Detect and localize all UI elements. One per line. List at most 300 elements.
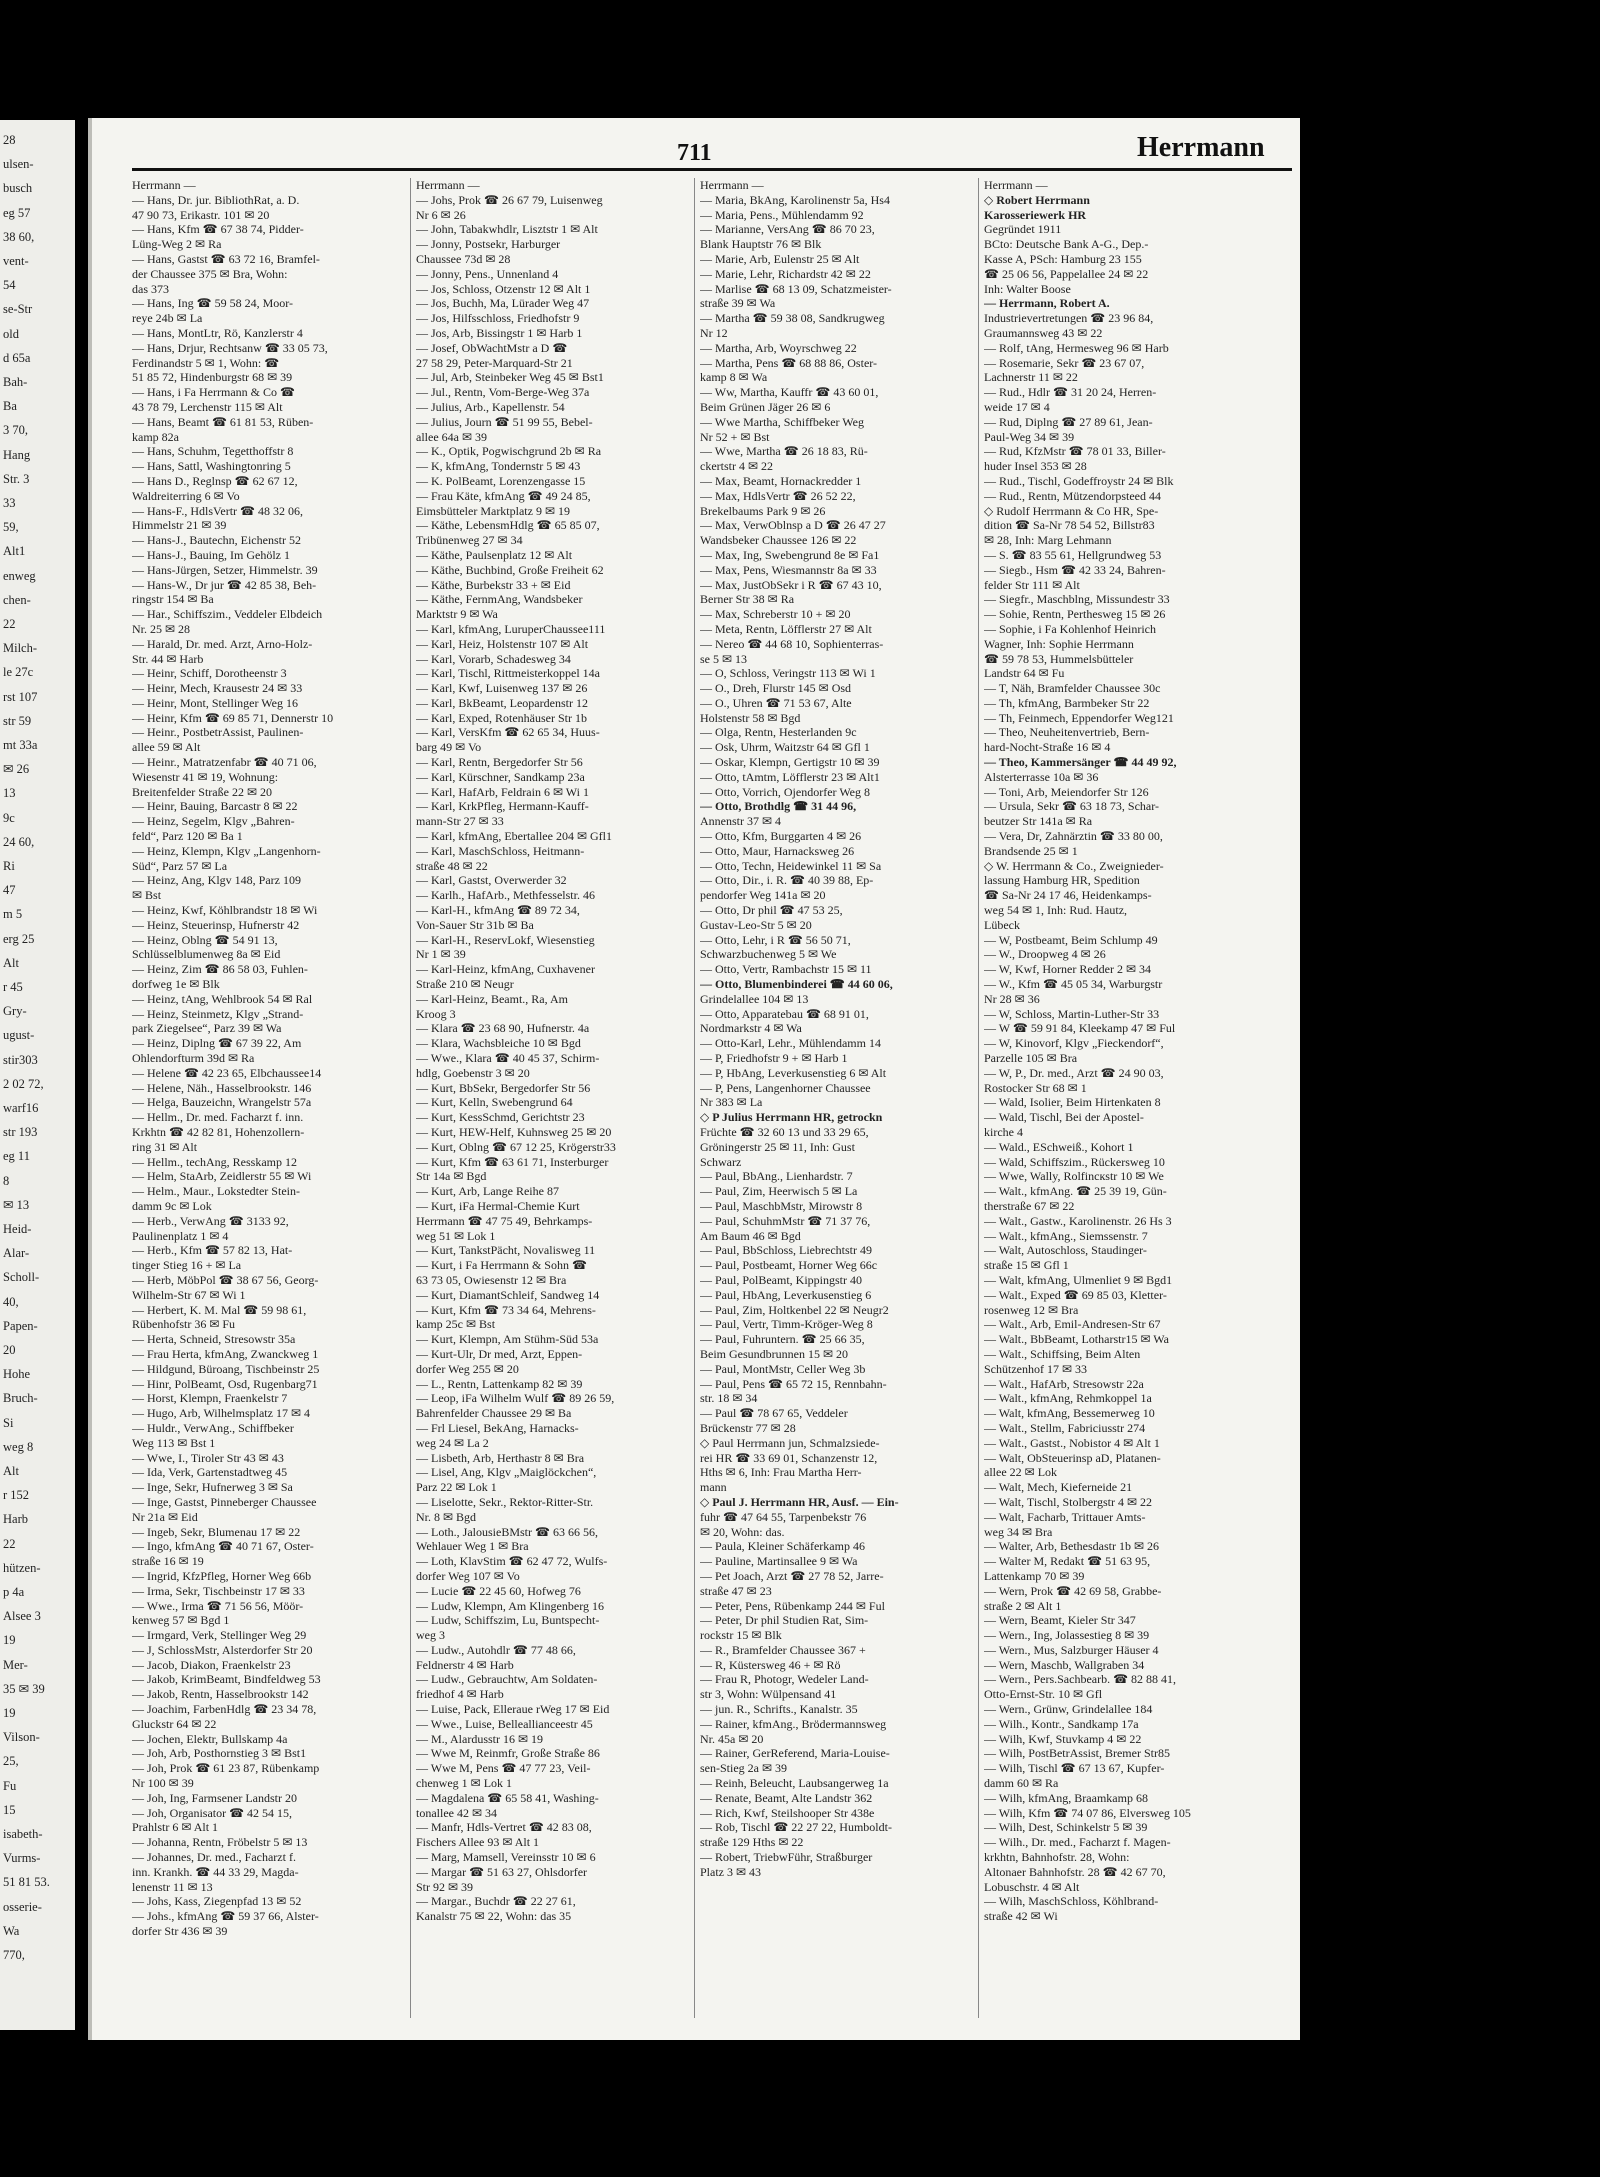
directory-entry-line: — Karl, BkBeamt, Leopardenstr 12: [416, 695, 588, 710]
directory-entry-line: — Kurt, iFa Hermal-Chemie Kurt: [416, 1198, 580, 1213]
header-rule: [132, 168, 1292, 171]
directory-entry-line: — Otto, Kfm, Burggarten 4 ✉ 26: [700, 829, 862, 844]
left-page-fragment: Hang: [3, 447, 31, 462]
directory-entry-line: — W., Droopweg 4 ✉ 26: [984, 947, 1106, 962]
directory-entry-line: — Jakob, Rentn, Hasselbrookstr 142: [132, 1687, 309, 1702]
left-page-fragment: 25,: [3, 1754, 19, 1769]
directory-entry-line: — Margar ☎ 51 63 27, Ohlsdorfer: [416, 1864, 588, 1879]
directory-entry-line: ✉ 20, Wohn: das.: [700, 1524, 785, 1539]
left-page-fragment: Fu: [3, 1778, 17, 1793]
directory-entry-line: — Hans D., Reglnsp ☎ 62 67 12,: [132, 473, 298, 488]
directory-entry-line: Früchte ☎ 32 60 13 und 33 29 65,: [700, 1125, 869, 1139]
directory-entry-line: — Maria, Pens., Mühlendamm 92: [700, 207, 864, 222]
directory-entry-line: — Th, Feinmech, Eppendorfer Weg121: [984, 710, 1174, 725]
directory-entry-line: — Hans, Beamt ☎ 61 81 53, Rüben-: [132, 414, 314, 429]
directory-entry-line: Beim Grünen Jäger 26 ✉ 6: [700, 399, 831, 414]
directory-entry-line: — W, Kinovorf, Klgv „Fieckendorf“,: [984, 1036, 1164, 1051]
directory-entry-line: straße 47 ✉ 23: [700, 1583, 772, 1598]
directory-entry-line: — Ludw., Autohdlr ☎ 77 48 66,: [416, 1642, 576, 1657]
directory-entry-line: Lachnerstr 11 ✉ 22: [984, 370, 1078, 385]
left-page-fragment: weg 8: [3, 1439, 34, 1454]
directory-entry-line: Alsterterrasse 10a ✉ 36: [984, 769, 1099, 784]
directory-entry-line: — O., Uhren ☎ 71 53 67, Alte: [700, 695, 852, 710]
directory-entry-line: kamp 82a: [132, 429, 179, 444]
directory-entry-line: — Walt., kfmAng., Siemssenstr. 7: [984, 1228, 1148, 1243]
directory-entry-line: — Walt., Stellm, Fabriciusstr 274: [984, 1420, 1146, 1435]
directory-entry-line: — Max, Pens, Wiesmannstr 8a ✉ 33: [700, 562, 877, 577]
left-page-fragment: 770,: [3, 1948, 25, 1962]
directory-entry-line: — Peter, Dr phil Studien Rat, Sim-: [700, 1613, 869, 1628]
directory-entry-line: — Wern., Grünw, Grindelallee 184: [984, 1702, 1153, 1717]
directory-entry-line: — Karl, kfmAng, Ebertallee 204 ✉ Gfl1: [416, 829, 613, 844]
directory-entry-line: — Olga, Rentn, Hesterlanden 9c: [700, 725, 857, 740]
left-page-fragment: ✉ 26: [3, 762, 30, 777]
directory-entry-line: Bahrenfelder Chaussee 29 ✉ Ba: [416, 1406, 572, 1421]
directory-entry-line: — Jul., Rentn, Vom-Berge-Weg 37a: [416, 385, 590, 400]
directory-entry-line: — Walt., Gastst., Nobistor 4 ✉ Alt 1: [984, 1435, 1160, 1450]
directory-entry-line: Paul-Weg 34 ✉ 39: [984, 429, 1075, 444]
column-continuation-head: Herrmann —: [416, 178, 480, 192]
directory-entry-line: — Paul, MontMstr, Celler Weg 3b: [700, 1361, 866, 1376]
directory-entry-line: — Wald, Isolier, Beim Hirtenkaten 8: [984, 1095, 1161, 1110]
directory-entry-line: — Wilh., Kontr., Sandkamp 17a: [984, 1716, 1139, 1731]
directory-entry-line: — Theo, Neuheitenvertrieb, Bern-: [984, 725, 1150, 740]
directory-entry-line: — Hans-Jürgen, Setzer, Himmelstr. 39: [132, 562, 318, 577]
directory-entry-line: — Kurt, Kelln, Swebengrund 64: [416, 1095, 573, 1110]
directory-entry-line: — T, Näh, Bramfelder Chaussee 30c: [984, 681, 1161, 696]
directory-entry-line: Süd“, Parz 57 ✉ La: [132, 858, 228, 873]
directory-entry-line: fuhr ☎ 47 64 55, Tarpenbekstr 76: [700, 1509, 867, 1524]
directory-entry-line: Nr 100 ✉ 39: [132, 1776, 194, 1791]
directory-entry-line: ☎ Sa-Nr 24 17 46, Heidenkamps-: [984, 888, 1152, 903]
left-page-fragment: 35 ✉ 39: [3, 1681, 45, 1696]
directory-entry-line: — P, HbAng, Leverkusenstieg 6 ✉ Alt: [700, 1065, 887, 1080]
left-page-fragment: Mer-: [3, 1657, 28, 1672]
directory-entry-line: — Käthe, LebensmHdlg ☎ 65 85 07,: [416, 518, 600, 533]
directory-entry-line: mann: [700, 1480, 727, 1495]
directory-entry-line: — Kurt, TankstPächt, Novalisweg 11: [416, 1243, 596, 1258]
left-page-fragment: 15: [3, 1802, 16, 1817]
directory-entry-line: — K, kfmAng, Tondernstr 5 ✉ 43: [416, 459, 581, 474]
directory-entry-line: Gegründet 1911: [984, 222, 1062, 237]
directory-entry-line: rockstr 15 ✉ Blk: [700, 1628, 782, 1643]
directory-entry-line: — Sophie, i Fa Kohlenhof Heinrich: [984, 621, 1156, 636]
directory-entry-line: — Heinr, Kfm ☎ 69 85 71, Dennerstr 10: [132, 710, 334, 725]
left-page-fragment: Str. 3: [3, 471, 30, 486]
directory-entry-line: — Rud., Rentn, Mützendorpsteed 44: [984, 488, 1161, 503]
directory-entry-line: Ferdinandstr 5 ✉ 1, Wohn: ☎: [132, 355, 280, 370]
directory-entry-line: — Max, Ing, Swebengrund 8e ✉ Fa1: [700, 547, 880, 562]
directory-entry-line: — Siegb., Hsm ☎ 42 33 24, Bahren-: [984, 562, 1166, 577]
directory-entry-line: — Käthe, Buchbind, Große Freiheit 62: [416, 562, 604, 577]
directory-entry-line: hard-Nocht-Straße 16 ✉ 4: [984, 740, 1111, 755]
directory-entry-line: — Frl Liesel, BekAng, Harnacks-: [416, 1420, 579, 1435]
directory-entry-line: — Kurt, Arb, Lange Reihe 87: [416, 1184, 559, 1199]
directory-entry-line: — Otto, Vorrich, Ojendorfer Weg 8: [700, 784, 871, 799]
left-page-fragment: 2 02 72,: [3, 1076, 44, 1091]
directory-entry-line: — R, Küstersweg 46 + ✉ Rö: [700, 1657, 841, 1672]
directory-entry-line: — Kurt, DiamantSchleif, Sandweg 14: [416, 1287, 600, 1302]
directory-entry-line: — Käthe, Burbekstr 33 + ✉ Eid: [416, 577, 571, 592]
directory-entry-line: — Wwe M, Pens ☎ 47 77 23, Veil-: [416, 1761, 591, 1776]
directory-entry-line: Nr 1 ✉ 39: [416, 947, 466, 962]
directory-entry-line: — Theo, Kammersänger ☎ 44 49 92,: [984, 755, 1177, 770]
directory-entry-line: straße 16 ✉ 19: [132, 1554, 204, 1569]
directory-entry-line: — Vera, Dr, Zahnärztin ☎ 33 80 00,: [984, 829, 1163, 844]
directory-entry-line: — Johs, Prok ☎ 26 67 79, Luisenweg: [416, 192, 603, 207]
left-page-margin: [0, 120, 75, 2030]
directory-entry-line: — Jonny, Postsekr, Harburger: [416, 237, 561, 252]
left-page-fragment: 9c: [3, 810, 15, 825]
directory-entry-line: — W, Schloss, Martin-Luther-Str 33: [984, 1006, 1160, 1021]
directory-entry-line: ◇ P Julius Herrmann HR, getrockn: [700, 1110, 883, 1125]
directory-entry-line: BCto: Deutsche Bank A-G., Dep.-: [984, 237, 1149, 252]
directory-entry-line: Rostocker Str 68 ✉ 1: [984, 1080, 1087, 1095]
directory-entry-line: — W, P., Dr. med., Arzt ☎ 24 90 03,: [984, 1065, 1164, 1080]
directory-entry-line: ring 31 ✉ Alt: [132, 1139, 198, 1154]
left-page-fragment: 3 70,: [3, 423, 28, 438]
directory-entry-line: str. 18 ✉ 34: [700, 1391, 758, 1406]
directory-entry-line: — Frau Käte, kfmAng ☎ 49 24 85,: [416, 488, 591, 503]
directory-entry-line: — Hans-W., Dr jur ☎ 42 85 38, Beh-: [132, 577, 317, 592]
directory-entry-line: — Wwe M, Reinmfr, Große Straße 86: [416, 1746, 600, 1761]
directory-entry-line: — Karl, VersKfm ☎ 62 65 34, Huus-: [416, 725, 600, 740]
directory-entry-line: — Wwe, Martha ☎ 26 18 83, Rü-: [700, 444, 868, 459]
directory-entry-line: sen-Stieg 2a ✉ 39: [700, 1761, 788, 1776]
column-3: [700, 178, 974, 1880]
directory-entry-line: — Herb., Kfm ☎ 57 82 13, Hat-: [132, 1243, 293, 1258]
directory-entry-line: — Osk, Uhrm, Waitzstr 64 ✉ Gfl 1: [700, 740, 870, 755]
directory-entry-line: Kanalstr 75 ✉ 22, Wohn: das 35: [416, 1909, 572, 1924]
left-page-fragment: Alt1: [3, 544, 26, 559]
directory-entry-line: — Nereo ☎ 44 68 10, Sophienterras-: [700, 636, 884, 651]
directory-entry-line: Nr. 25 ✉ 28: [132, 621, 191, 636]
directory-entry-line: — Kurt, Oblng ☎ 67 12 25, Krögerstr33: [416, 1139, 616, 1154]
directory-entry-line: — Heinz, Steinmetz, Klgv „Strand-: [132, 1006, 304, 1021]
directory-entry-line: Lobuschstr. 4 ✉ Alt: [984, 1879, 1080, 1894]
directory-entry-line: — Wern, Maschb, Wallgraben 34: [984, 1657, 1145, 1672]
directory-entry-line: weide 17 ✉ 4: [984, 399, 1050, 414]
directory-entry-line: — Karl, MaschSchloss, Heitmann-: [416, 843, 585, 858]
directory-entry-line: krkhtn, Bahnhofstr. 28, Wohn:: [984, 1850, 1130, 1865]
directory-entry-line: — Renate, Beamt, Alte Landstr 362: [700, 1790, 873, 1805]
directory-entry-line: — Ida, Verk, Gartenstadtweg 45: [132, 1465, 288, 1480]
directory-entry-line: — Frau R, Photogr, Wedeler Land-: [700, 1672, 869, 1687]
directory-entry-line: — Marg, Mamsell, Vereinsstr 10 ✉ 6: [416, 1850, 596, 1865]
directory-entry-line: — Helga, Bauzeichn, Wrangelstr 57a: [132, 1095, 312, 1110]
directory-entry-line: — Wilh, Tischl ☎ 67 13 67, Kupfer-: [984, 1761, 1165, 1776]
directory-entry-line: — W., Kfm ☎ 45 05 34, Warburgstr: [984, 977, 1163, 992]
directory-entry-line: allee 22 ✉ Lok: [984, 1465, 1058, 1480]
directory-entry-line: — Walt, kfmAng, Ulmenliet 9 ✉ Bgd1: [984, 1272, 1173, 1287]
column-2: [416, 178, 690, 1924]
directory-entry-line: — Johanna, Rentn, Fröbelstr 5 ✉ 13: [132, 1835, 308, 1850]
directory-entry-line: — Martha ☎ 59 38 08, Sandkrugweg: [700, 311, 885, 326]
directory-entry-line: — Karl-Heinz, Beamt., Ra, Am: [416, 991, 568, 1006]
left-page-fragment: Milch-: [3, 641, 38, 656]
directory-entry-line: — Paul, SchuhmMstr ☎ 71 37 76,: [700, 1213, 871, 1228]
directory-entry-line: — Loth., JalousieBMstr ☎ 63 66 56,: [416, 1524, 598, 1539]
directory-entry-line: — Jul, Arb, Steinbeker Weg 45 ✉ Bst1: [416, 370, 604, 385]
directory-entry-line: — Walt., Arb, Emil-Andresen-Str 67: [984, 1317, 1161, 1332]
directory-entry-line: — Irma, Sekr, Tischbeinstr 17 ✉ 33: [132, 1583, 305, 1598]
directory-entry-line: Schlüsselblumenweg 8a ✉ Eid: [132, 947, 281, 962]
directory-entry-line: — Wwe, I., Tiroler Str 43 ✉ 43: [132, 1450, 284, 1465]
directory-entry-line: kamp 8 ✉ Wa: [700, 370, 768, 385]
directory-entry-line: Eimsbütteler Marktplatz 9 ✉ 19: [416, 503, 571, 518]
directory-entry-line: ◇ W. Herrmann & Co., Zweignieder-: [984, 858, 1164, 873]
directory-entry-line: — Ingo, kfmAng ☎ 40 71 67, Oster-: [132, 1539, 314, 1554]
directory-entry-line: — Rolf, tAng, Hermesweg 96 ✉ Harb: [984, 340, 1169, 355]
directory-entry-line: — Wwe., Irma ☎ 71 56 56, Möör-: [132, 1598, 304, 1613]
column-continuation-head: Herrmann —: [700, 178, 764, 192]
directory-entry-line: — Heinz, Ang, Klgv 148, Parz 109: [132, 873, 301, 888]
directory-entry-line: — Herb, MöbPol ☎ 38 67 56, Georg-: [132, 1272, 319, 1287]
directory-entry-line: — Robert, TriebwFühr, Straßburger: [700, 1850, 873, 1865]
directory-entry-line: — Kurt, Kfm ☎ 63 61 71, Insterburger: [416, 1154, 609, 1169]
directory-entry-line: — Karl-Heinz, kfmAng, Cuxhavener: [416, 962, 595, 977]
directory-entry-line: — jun. R., Schrifts., Kanalstr. 35: [700, 1702, 858, 1717]
directory-entry-line: weg 3: [416, 1628, 445, 1643]
left-page-fragment: ✉ 13: [3, 1197, 30, 1212]
directory-entry-line: — Reinh, Beleucht, Laubsangerweg 1a: [700, 1776, 889, 1791]
directory-entry-line: — Heinr, Mont, Stellinger Weg 16: [132, 695, 298, 710]
directory-entry-line: — Rud., Tischl, Godeffroystr 24 ✉ Blk: [984, 473, 1174, 488]
directory-entry-line: ◇ Robert Herrmann: [984, 192, 1090, 207]
left-page-fragment: osserie-: [3, 1899, 42, 1914]
directory-entry-line: — Karl-H., ReservLokf, Wiesenstieg: [416, 932, 595, 947]
directory-entry-line: — Ludw., Gebrauchtw, Am Soldaten-: [416, 1672, 598, 1687]
directory-entry-line: — W ☎ 59 91 84, Kleekamp 47 ✉ Ful: [984, 1021, 1176, 1036]
directory-entry-line: — Wern., Mus, Salzburger Häuser 4: [984, 1642, 1159, 1657]
directory-entry-line: — Maria, BkAng, Karolinenstr 5a, Hs4: [700, 192, 890, 207]
directory-entry-line: rei HR ☎ 33 69 01, Schanzenstr 12,: [700, 1450, 878, 1465]
directory-entry-line: Landstr 64 ✉ Fu: [984, 666, 1065, 681]
left-page-fragment: busch: [3, 181, 33, 196]
directory-entry-line: Industrievertretungen ☎ 23 96 84,: [984, 311, 1154, 326]
directory-entry-line: Schwarz: [700, 1154, 742, 1169]
directory-entry-line: — Luise, Pack, Elleraue rWeg 17 ✉ Eid: [416, 1702, 610, 1717]
directory-entry-line: — Heinr., Matratzenfabr ☎ 40 71 06,: [132, 755, 317, 770]
directory-entry-line: Brückenstr 77 ✉ 28: [700, 1420, 796, 1435]
directory-entry-line: — Heinz, Kwf, Köhlbrandstr 18 ✉ Wi: [132, 903, 318, 918]
directory-entry-line: str 3, Wohn: Wülpensand 41: [700, 1687, 837, 1702]
directory-entry-line: Platz 3 ✉ 43: [700, 1864, 762, 1879]
left-page-fragment: Vurms-: [3, 1851, 41, 1866]
directory-entry-line: — Kurt, Kfm ☎ 73 34 64, Mehrens-: [416, 1302, 596, 1317]
directory-entry-line: ◇ Rudolf Herrmann & Co HR, Spe-: [984, 503, 1159, 518]
directory-entry-line: — Walt, Tischl, Stolbergstr 4 ✉ 22: [984, 1494, 1152, 1509]
left-page-fragment: Vilson-: [3, 1730, 40, 1745]
directory-entry-line: — Inge, Sekr, Hufnerweg 3 ✉ Sa: [132, 1480, 293, 1495]
directory-entry-line: — Paula, Kleiner Schäferkamp 46: [700, 1539, 865, 1554]
directory-entry-line: — Heinz, Oblng ☎ 54 91 13,: [132, 932, 278, 947]
left-page-fragment: se-Str: [3, 302, 33, 317]
directory-entry-line: — Joh, Organisator ☎ 42 54 15,: [132, 1805, 293, 1820]
left-page-fragment: 59,: [3, 520, 19, 535]
left-page-fragment: 13: [3, 786, 16, 801]
directory-entry-line: dorfweg 1e ✉ Blk: [132, 977, 220, 992]
directory-entry-line: — Kurt, Klempn, Am Stühm-Süd 53a: [416, 1332, 599, 1347]
directory-entry-line: — Rob, Tischl ☎ 22 27 22, Humboldt-: [700, 1820, 892, 1835]
directory-entry-line: — Otto, Dir., i. R. ☎ 40 39 88, Ep-: [700, 873, 874, 888]
directory-entry-line: — Inge, Gastst, Pinneberger Chaussee: [132, 1494, 317, 1509]
left-page-fragment: isabeth-: [3, 1827, 43, 1841]
directory-entry-line: friedhof 4 ✉ Harb: [416, 1687, 504, 1702]
directory-entry-line: — Max, Beamt, Hornackredder 1: [700, 473, 862, 488]
directory-entry-line: — Wilh., Dr. med., Facharzt f. Magen-: [984, 1835, 1171, 1850]
directory-entry-line: — Wilh, Kwf, Stuvkamp 4 ✉ 22: [984, 1731, 1142, 1746]
directory-entry-line: — Meta, Rentn, Löfflerstr 27 ✉ Alt: [700, 621, 872, 636]
column-4: [984, 178, 1258, 1924]
directory-entry-line: mann-Str 27 ✉ 33: [416, 814, 504, 829]
directory-entry-line: Feldnerstr 4 ✉ Harb: [416, 1657, 514, 1672]
directory-entry-line: — Paul, Pens ☎ 65 72 15, Rennbahn-: [700, 1376, 887, 1391]
left-page-fragment: r 45: [3, 980, 23, 994]
directory-entry-line: — Heinz, tAng, Wehlbrook 54 ✉ Ral: [132, 991, 313, 1006]
directory-entry-line: — Wern., Pers.Sachbearb. ☎ 82 88 41,: [984, 1672, 1177, 1687]
directory-entry-line: 51 85 72, Hindenburgstr 68 ✉ 39: [132, 370, 293, 385]
directory-entry-line: — Helm, StaArb, Zeidlerstr 55 ✉ Wi: [132, 1169, 312, 1184]
directory-entry-line: — Paul, PolBeamt, Kippingstr 40: [700, 1272, 862, 1287]
directory-entry-line: — Walt, Facharb, Trittauer Amts-: [984, 1509, 1146, 1524]
directory-entry-line: — Otto, Apparatebau ☎ 68 91 01,: [700, 1006, 869, 1021]
directory-entry-line: — Hans, Drjur, Rechtsanw ☎ 33 05 73,: [132, 340, 328, 355]
directory-entry-line: ◇ Paul Herrmann jun, Schmalzsiede-: [700, 1435, 880, 1450]
directory-entry-line: dorfer Weg 107 ✉ Vo: [416, 1568, 520, 1583]
directory-entry-line: — Lisel, Ang, Klgv „Maiglöckchen“,: [416, 1465, 597, 1480]
directory-entry-line: — P, Pens, Langenhorner Chaussee: [700, 1080, 871, 1095]
left-page-fragment: 38 60,: [3, 229, 35, 244]
directory-entry-line: weg 51 ✉ Lok 1: [416, 1228, 496, 1243]
directory-entry-line: — Martha, Arb, Woyrschweg 22: [700, 340, 857, 355]
left-page-fragment: 22: [3, 1536, 16, 1551]
directory-entry-line: chenweg 1 ✉ Lok 1: [416, 1776, 513, 1791]
directory-entry-line: Tribünenweg 27 ✉ 34: [416, 533, 523, 548]
directory-entry-line: — Wald, Schiffszim., Rückersweg 10: [984, 1154, 1165, 1169]
directory-entry-line: — Wilh, Dest, Schinkelstr 5 ✉ 39: [984, 1820, 1148, 1835]
directory-entry-line: Str 14a ✉ Bgd: [416, 1169, 487, 1184]
directory-entry-line: — Wern., Ing, Jolassestieg 8 ✉ 39: [984, 1628, 1150, 1643]
directory-entry-line: — Johannes, Dr. med., Facharzt f.: [132, 1850, 296, 1865]
left-page-fragment: Scholl-: [3, 1270, 40, 1285]
column-divider: [978, 178, 979, 2018]
directory-entry-line: — Hellm., techAng, Resskamp 12: [132, 1154, 297, 1169]
directory-entry-line: — Herrmann, Robert A.: [984, 296, 1110, 311]
directory-entry-line: — Heinr, Mech, Krausestr 24 ✉ 33: [132, 681, 303, 696]
left-page-fragment: Gry-: [3, 1004, 27, 1019]
directory-entry-line: Kasse A, PSch: Hamburg 23 155: [984, 251, 1142, 266]
directory-entry-line: — Otto, Techn, Heidewinkel 11 ✉ Sa: [700, 858, 882, 873]
directory-entry-line: — Heinr, Schiff, Dorotheenstr 3: [132, 666, 287, 681]
left-page-fragment: Si: [3, 1415, 14, 1430]
directory-entry-line: — Marie, Lehr, Richardstr 42 ✉ 22: [700, 266, 871, 281]
left-page-fragment: eg 57: [3, 205, 31, 220]
directory-entry-line: — Karl, Vorarb, Schadesweg 34: [416, 651, 571, 666]
directory-entry-line: 63 73 05, Owiesenstr 12 ✉ Bra: [416, 1272, 567, 1287]
left-page-fragment: str 59: [3, 713, 32, 728]
directory-entry-line: — Max, JustObSekr i R ☎ 67 43 10,: [700, 577, 882, 592]
directory-entry-line: — Walt, Mech, Kieferneide 21: [984, 1480, 1133, 1495]
directory-entry-line: — Hildgund, Büroang, Tischbeinstr 25: [132, 1361, 320, 1376]
directory-entry-line: — Walter, Arb, Bethesdastr 1b ✉ 26: [984, 1539, 1160, 1554]
directory-entry-line: Graumannsweg 43 ✉ 22: [984, 325, 1103, 340]
directory-entry-line: — Ingeb, Sekr, Blumenau 17 ✉ 22: [132, 1524, 301, 1539]
directory-entry-line: — Paul, Zim, Heerwisch 5 ✉ La: [700, 1184, 858, 1199]
left-page-fragment: Papen-: [3, 1318, 38, 1333]
directory-entry-line: — Paul, MaschbMstr, Mirowstr 8: [700, 1198, 863, 1213]
directory-entry-line: Nr 21a ✉ Eid: [132, 1509, 198, 1524]
directory-entry-line: Altonaer Bahnhofstr. 28 ☎ 42 67 70,: [984, 1864, 1166, 1879]
directory-entry-line: Gustav-Leo-Str 5 ✉ 20: [700, 917, 812, 932]
directory-entry-line: — Liselotte, Sekr., Rektor-Ritter-Str.: [416, 1494, 594, 1509]
directory-entry-line: ✉ 28, Inh: Marg Lehmann: [984, 533, 1112, 548]
directory-entry-line: dorfer Weg 255 ✉ 20: [416, 1361, 519, 1376]
page-number: 711: [677, 140, 712, 166]
directory-entry-line: — Max, Schreberstr 10 + ✉ 20: [700, 607, 851, 622]
directory-entry-line: — Paul ☎ 78 67 65, Veddeler: [700, 1406, 848, 1421]
directory-entry-line: — Wern, Prok ☎ 42 69 58, Grabbe-: [984, 1583, 1162, 1598]
directory-entry-line: damm 60 ✉ Ra: [984, 1776, 1059, 1791]
directory-entry-line: — Otto, Vertr, Rambachstr 15 ✉ 11: [700, 962, 872, 977]
directory-entry-line: Waldreiterring 6 ✉ Vo: [132, 488, 240, 503]
directory-entry-line: — Joh, Ing, Farmsener Landstr 20: [132, 1790, 297, 1805]
directory-entry-line: Wilhelm-Str 67 ✉ Wi 1: [132, 1287, 246, 1302]
directory-entry-line: weg 34 ✉ Bra: [984, 1524, 1053, 1539]
directory-entry-line: Ohlendorfturm 39d ✉ Ra: [132, 1051, 255, 1066]
directory-entry-line: Annenstr 37 ✉ 4: [700, 814, 782, 829]
directory-entry-line: — Walt., kfmAng. ☎ 25 39 19, Gün-: [984, 1184, 1167, 1199]
left-page-fragment: stir303: [3, 1052, 38, 1067]
directory-entry-line: — Joachim, FarbenHdlg ☎ 23 34 78,: [132, 1702, 317, 1717]
left-page-fragment: warf16: [3, 1101, 39, 1115]
directory-entry-line: 47 90 73, Erikastr. 101 ✉ 20: [132, 207, 270, 222]
directory-entry-line: kenweg 57 ✉ Bgd 1: [132, 1613, 230, 1628]
directory-entry-line: Herrmann ☎ 47 75 49, Behrkamps-: [416, 1213, 593, 1228]
directory-entry-line: — Herbert, K. M. Mal ☎ 59 98 61,: [132, 1302, 307, 1317]
directory-entry-line: — Heinz, Zim ☎ 86 58 03, Fuhlen-: [132, 962, 308, 977]
directory-entry-line: Chaussee 73d ✉ 28: [416, 251, 511, 266]
directory-entry-line: reye 24b ✉ La: [132, 311, 203, 326]
directory-entry-line: straße 2 ✉ Alt 1: [984, 1598, 1062, 1613]
directory-entry-line: — Manfr, Hdls-Vertret ☎ 42 83 08,: [416, 1820, 592, 1835]
directory-entry-line: — Hans, Ing ☎ 59 58 24, Moor-: [132, 296, 294, 311]
directory-entry-line: straße 15 ✉ Gfl 1: [984, 1258, 1069, 1273]
directory-entry-line: — Helene ☎ 42 23 65, Elbchaussee14: [132, 1065, 322, 1080]
directory-entry-line: ckertstr 4 ✉ 22: [700, 459, 774, 474]
directory-entry-line: 27 58 29, Peter-Marquard-Str 21: [416, 355, 573, 370]
directory-entry-line: Parz 22 ✉ Lok 1: [416, 1480, 497, 1495]
left-page-fragment: Ri: [3, 859, 15, 873]
left-page-fragment: rst 107: [3, 689, 38, 704]
directory-entry-line: feld“, Parz 120 ✉ Ba 1: [132, 829, 243, 844]
directory-entry-line: — Wwe., Klara ☎ 40 45 37, Schirm-: [416, 1051, 600, 1066]
directory-entry-line: pendorfer Weg 141a ✉ 20: [700, 888, 826, 903]
directory-entry-line: — Rud, KfzMstr ☎ 78 01 33, Biller-: [984, 444, 1166, 459]
directory-entry-line: — Max, VerwOblnsp a D ☎ 26 47 27: [700, 518, 886, 533]
directory-entry-line: — Rud., Hdlr ☎ 31 20 24, Herren-: [984, 385, 1157, 400]
directory-entry-line: straße 129 Hths ✉ 22: [700, 1835, 804, 1850]
directory-entry-line: — Jos, Buchh, Ma, Lürader Weg 47: [416, 296, 590, 311]
directory-entry-line: — Walt., Schiffsing, Beim Alten: [984, 1346, 1141, 1361]
left-page-fragment: chen-: [3, 592, 31, 607]
left-page-fragment: old: [3, 326, 19, 341]
directory-entry-line: — Walter M, Redakt ☎ 51 63 95,: [984, 1554, 1151, 1569]
directory-entry-line: — Herta, Schneid, Stresowstr 35a: [132, 1332, 296, 1347]
directory-entry-line: — Jos, Schloss, Otzenstr 12 ✉ Alt 1: [416, 281, 591, 296]
directory-entry-line: — Joh, Arb, Posthornstieg 3 ✉ Bst1: [132, 1746, 307, 1761]
directory-entry-line: — Walt, kfmAng, Bessemerweg 10: [984, 1406, 1155, 1421]
